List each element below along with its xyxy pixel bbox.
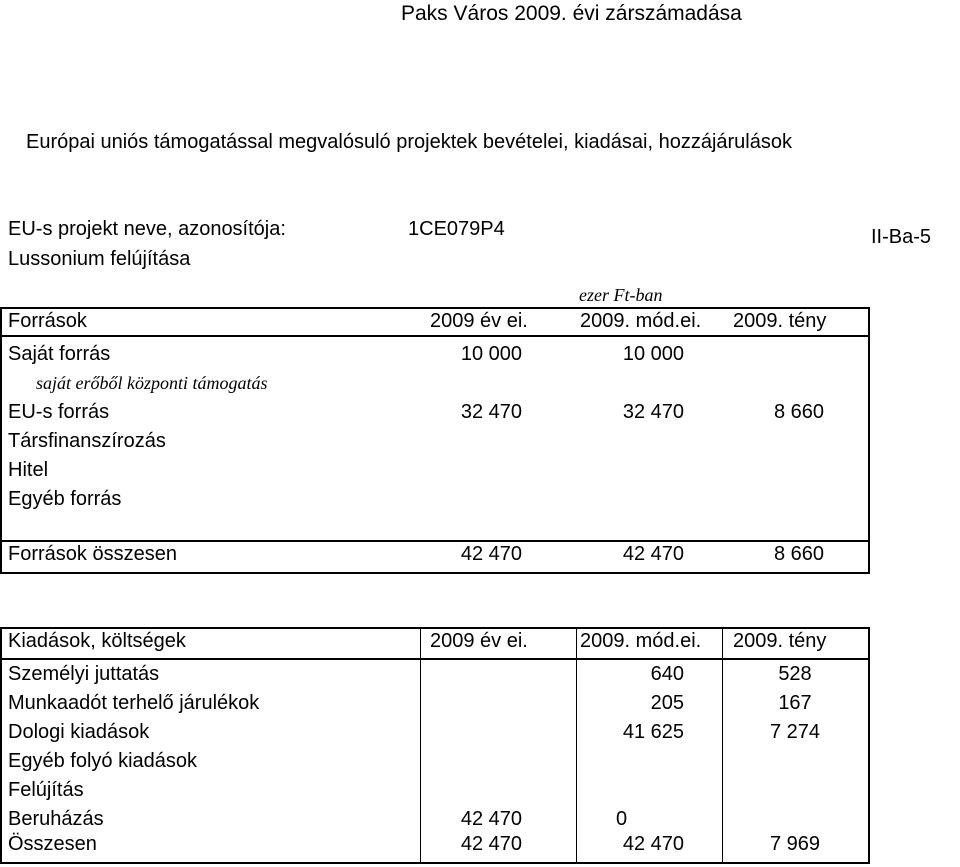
- page-title: Paks Város 2009. évi zárszámadása: [401, 2, 742, 25]
- cell-mod: 205: [650, 692, 684, 714]
- row-label: Személyi juttatás: [8, 663, 160, 685]
- row-label: Felújítás: [8, 779, 84, 801]
- row-label: Egyéb folyó kiadások: [8, 750, 198, 772]
- cell-teny: 528: [778, 663, 812, 685]
- cell-mod: 0: [616, 808, 628, 830]
- expenses-header-teny: 2009. tény: [733, 630, 827, 652]
- row-label: Összesen: [8, 833, 97, 855]
- cell-mod: 10 000: [622, 343, 684, 365]
- row-label: Források összesen: [8, 543, 177, 565]
- sources-header-label: Források: [8, 310, 87, 332]
- expenses-header-ei: 2009 év ei.: [430, 630, 528, 652]
- cell-mod: 32 470: [622, 401, 684, 423]
- page-subtitle: Európai uniós támogatással megvalósuló projektek bevételei, kiadásai, hozzájárulások: [26, 131, 792, 153]
- row-label: Hitel: [8, 459, 49, 481]
- unit-label: ezer Ft-ban: [579, 285, 663, 305]
- annex-code: II-Ba-5: [871, 226, 932, 248]
- row-label: Munkaadót terhelő járulékok: [8, 692, 260, 714]
- row-label: Társfinanszírozás: [8, 430, 166, 452]
- cell-mod: 42 470: [622, 833, 684, 855]
- row-label: Egyéb forrás: [8, 488, 122, 510]
- cell-ei: 32 470: [460, 401, 522, 423]
- project-id: 1CE079P4: [408, 218, 505, 240]
- cell-teny: 7 274: [769, 721, 821, 743]
- cell-mod: 41 625: [622, 721, 684, 743]
- project-label: EU-s projekt neve, azonosítója:: [8, 218, 286, 240]
- cell-ei: 42 470: [460, 543, 522, 565]
- cell-ei: 10 000: [460, 343, 522, 365]
- row-label: EU-s forrás: [8, 401, 110, 423]
- project-name: Lussonium felújítása: [8, 248, 191, 270]
- row-label: saját erőből központi támogatás: [36, 373, 268, 393]
- row-label: Dologi kiadások: [8, 721, 150, 743]
- cell-teny: 8 660: [773, 543, 824, 565]
- cell-teny: 167: [778, 692, 812, 714]
- sources-header-mod: 2009. mód.ei.: [580, 310, 702, 332]
- sources-header-ei: 2009 év ei.: [430, 310, 528, 332]
- cell-teny: 8 660: [773, 401, 824, 423]
- row-label: Beruházás: [8, 808, 104, 830]
- cell-ei: 42 470: [460, 808, 522, 830]
- row-label: Saját forrás: [8, 343, 111, 365]
- cell-teny: 7 969: [769, 833, 821, 855]
- sources-header-teny: 2009. tény: [733, 310, 827, 332]
- cell-mod: 42 470: [622, 543, 684, 565]
- expenses-header-label: Kiadások, költségek: [8, 630, 186, 652]
- expenses-header-mod: 2009. mód.ei.: [580, 630, 702, 652]
- cell-ei: 42 470: [460, 833, 522, 855]
- cell-mod: 640: [650, 663, 684, 685]
